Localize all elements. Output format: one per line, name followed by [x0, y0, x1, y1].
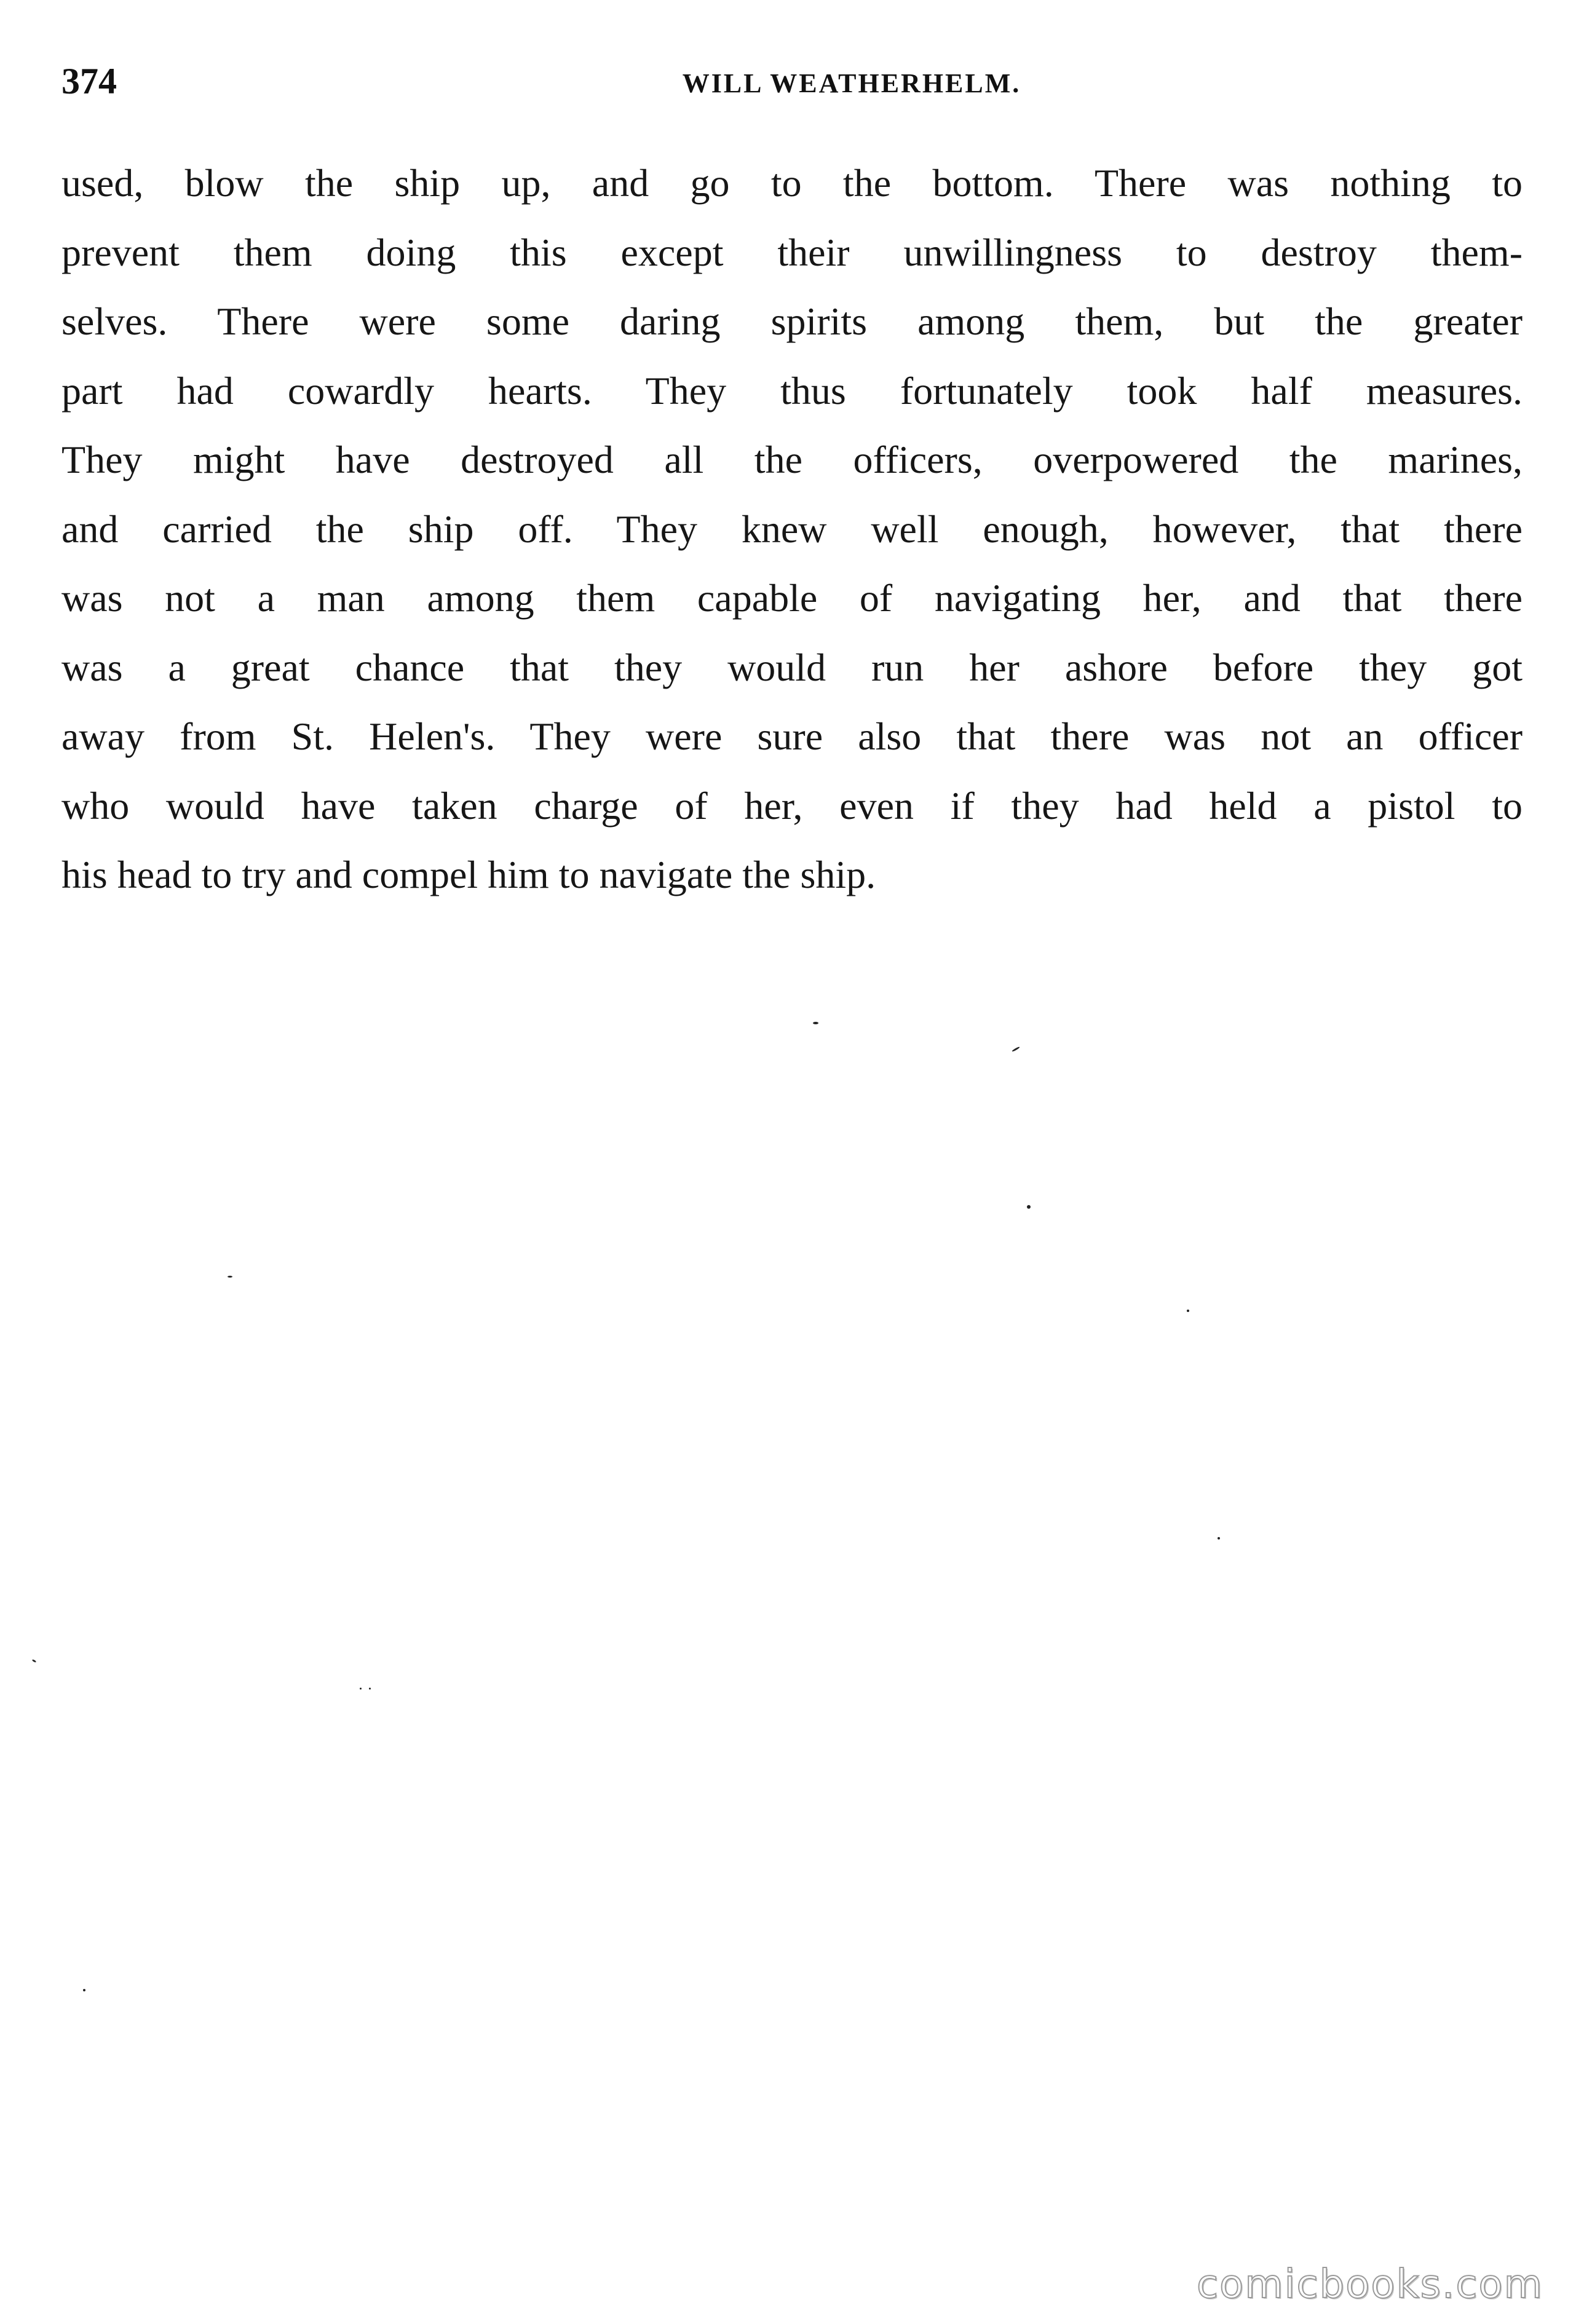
scan-speck: [228, 1276, 232, 1278]
text-line: and carried the ship off. They knew well enough, however, that there: [61, 507, 1523, 551]
running-title: WILL WEATHERHELM.: [682, 68, 1021, 98]
text-line: used, blow the ship up, and go to the bottom. There was nothing to: [61, 161, 1523, 205]
watermark: comicbooks.com: [1196, 2262, 1543, 2307]
scan-speck: [83, 1989, 85, 1991]
scan-speck: [1187, 1310, 1189, 1312]
scan-speck: [813, 1022, 818, 1024]
text-line: selves. There were some daring spirits among them, but the greater: [61, 299, 1523, 343]
scan-speck: [1218, 1537, 1220, 1539]
scan-speck: [1027, 1205, 1031, 1209]
running-head: [61, 57, 1525, 106]
text-line: was a great chance that they would run her ashore before they got: [61, 645, 1523, 689]
page-number: 374: [61, 61, 117, 101]
text-line: who would have taken charge of her, even if they had held a pistol to: [61, 783, 1523, 828]
text-line: prevent them doing this except their unwillingness to destroy them-: [61, 230, 1523, 274]
text-line: They might have destroyed all the officers, overpowered the marines,: [61, 438, 1523, 481]
scan-speck: [1012, 1046, 1020, 1053]
text-line: was not a man among them capable of navigating her, and that there: [61, 576, 1523, 620]
scan-speck: [369, 1688, 371, 1690]
text-line: away from St. Helen's. They were sure also that there was not an officer: [61, 714, 1523, 758]
text-line: his head to try and compel him to navigate the ship.: [61, 853, 876, 896]
text-line: part had cowardly hearts. They thus fortunately took half measures.: [61, 368, 1523, 413]
scan-speck: [32, 1659, 37, 1662]
scan-speck: [360, 1688, 362, 1690]
body-paragraph: [61, 149, 1523, 910]
